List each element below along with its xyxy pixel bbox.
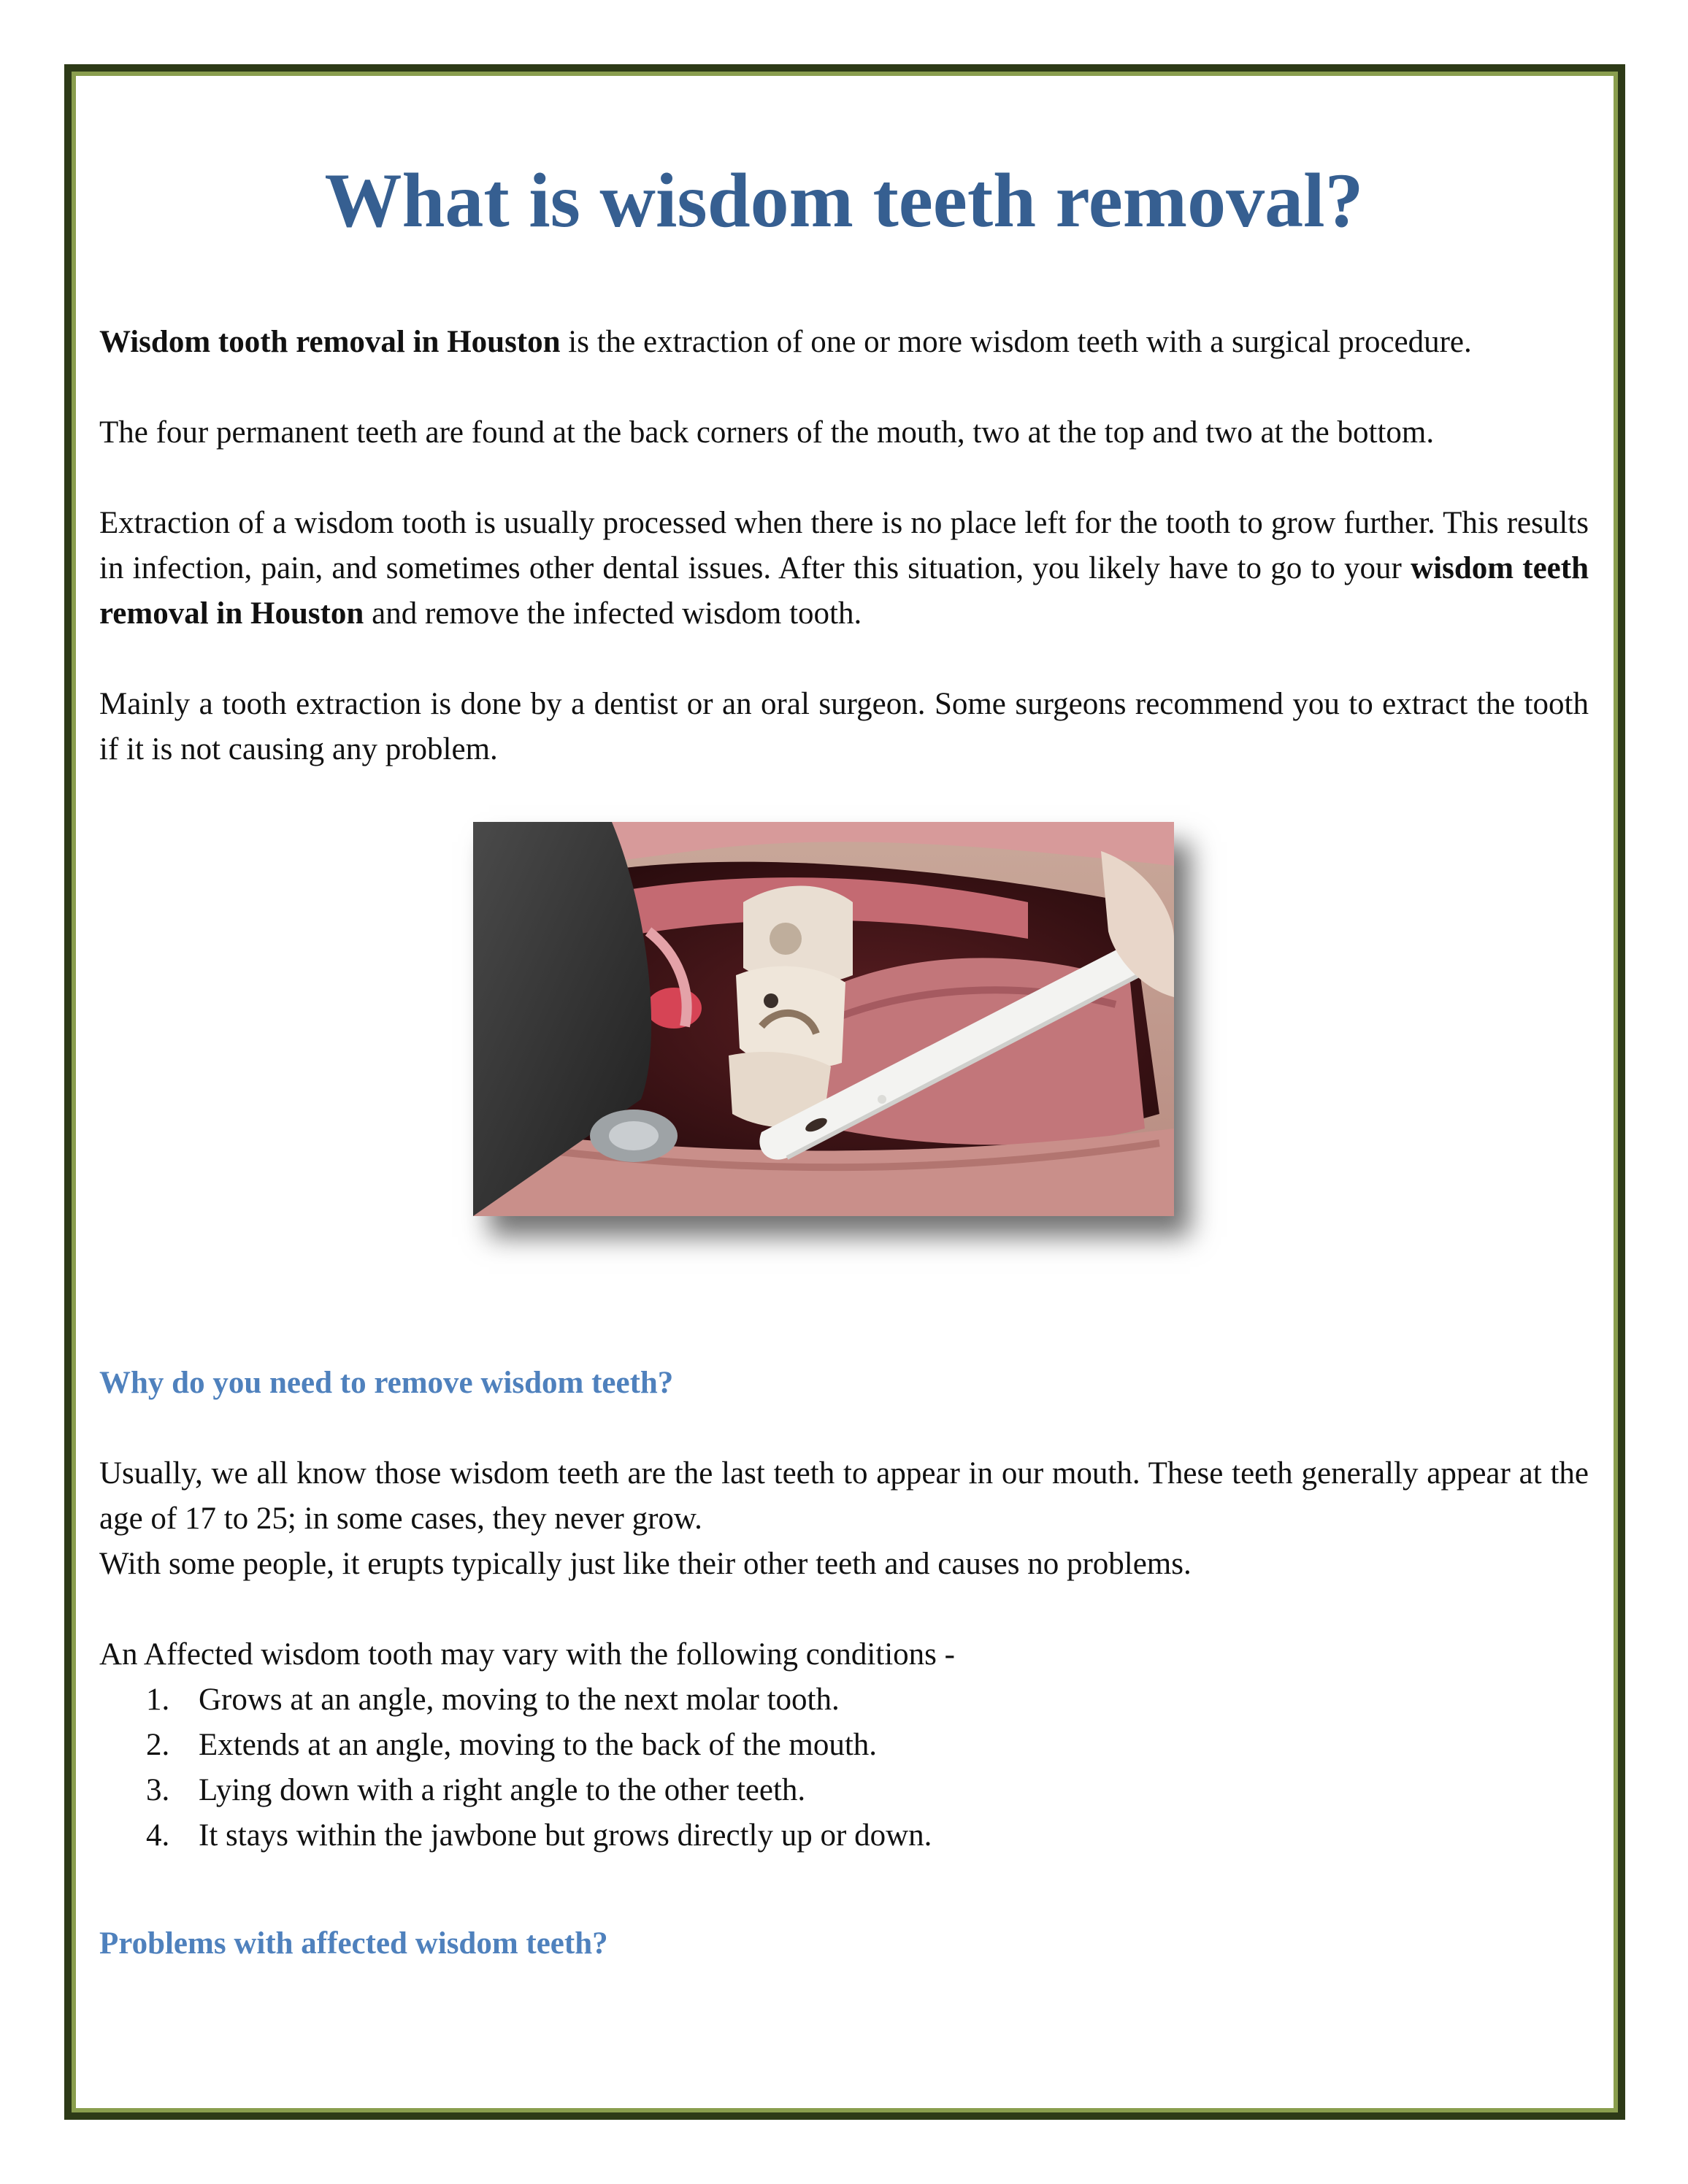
why-paragraph-1: Usually, we all know those wisdom teeth are the last teeth to appear in our mouth. These teeth generally appear at the age of 17 to 25; in some cases, they never grow. With some people, it erupts typically just like their other teeth and causes no problems. [99, 1456, 1589, 1581]
section-heading-problems: Problems with affected wisdom teeth? [99, 1926, 608, 1961]
mouth-illustration [473, 822, 1174, 1216]
document-body [99, 153, 1589, 1966]
intro-paragraph-4: Mainly a tooth extraction is done by a dentist or an oral surgeon. Some surgeons recommend you to extract the tooth if it is not causing any problem. [99, 687, 1589, 766]
section-heading-why: Why do you need to remove wisdom teeth? [99, 1366, 674, 1400]
list-item: 1. Grows at an angle, moving to the next molar tooth. [146, 1683, 840, 1717]
intro-paragraph-1: Wisdom tooth removal in Houston is the extraction of one or more wisdom teeth with a surgical procedure. [99, 325, 1472, 359]
list-item: 2. Extends at an angle, moving to the back of the mouth. [146, 1728, 878, 1762]
intro-paragraph-2: The four permanent teeth are found at the back corners of the mouth, two at the top and two at the bottom. [99, 415, 1435, 450]
list-item: 4. It stays within the jawbone but grows directly up or down. [146, 1818, 932, 1853]
intro-paragraph-3: Extraction of a wisdom tooth is usually processed when there is no place left for the tooth to grow further. This results in infection, pain, and sometimes other dental issues. After this situation, you likely have to go to your wisdom teeth removal in Houston and remove the infected wisdom tooth. [99, 506, 1589, 631]
conditions-intro: An Affected wisdom tooth may vary with the following conditions - [99, 1637, 955, 1672]
conditions-list [99, 1677, 1589, 1858]
page-title: What is wisdom teeth removal? [324, 158, 1364, 243]
dental-procedure-photo [473, 822, 1174, 1216]
keyword-bold: Wisdom tooth removal in Houston [99, 325, 561, 359]
keyword-bold: wisdom teeth removal in Houston [99, 551, 1589, 631]
list-item: 3. Lying down with a right angle to the other teeth. [146, 1773, 806, 1807]
why-paragraph-line-2: With some people, it erupts typically just like their other teeth and causes no problems. [99, 1547, 1192, 1581]
